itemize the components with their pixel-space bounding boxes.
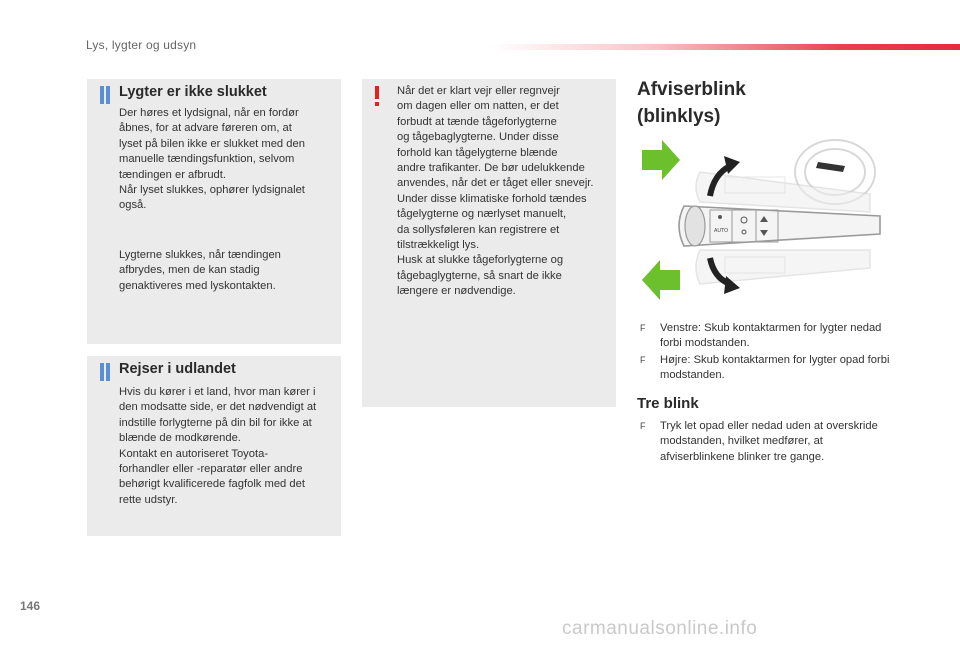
box-title-lights-not-off: Lygter er ikke slukket [119, 84, 267, 100]
three-blink-instructions [640, 419, 890, 466]
box-text-fog-lights-warning: Når det er klart vejr eller regnvejr om dagen eller om natten, er det forbudt at tænde tågeforlygterne og tågebaglygterne. Under disse forhold kan tågelygterne blænde andre trafikanter. De bør udelukkende anvendes, når det er tåget eller snevejr. Under disse klimatiske forhold tændes tågelygterne og nærlyset manuelt, da sollysføleren kan registrere et tilstrækkeligt lys. Husk at slukke tågeforlygterne og tågebaglygterne, så snart de ikke længere er nødvendige. [397, 85, 594, 298]
box-title-travel-abroad: Rejser i udlandet [119, 361, 236, 377]
list-item: F Højre: Skub kontaktarmen for lygter opad forbi modstanden. [640, 353, 890, 382]
bullet-mark: F [640, 323, 646, 333]
bullet-mark: F [640, 421, 646, 431]
stalk-up-position-icon [696, 172, 870, 212]
turn-signal-stalk-illustration [640, 132, 885, 302]
list-item: F Venstre: Skub kontaktarmen for lygter nedad forbi modstanden. [640, 322, 882, 350]
green-arrow-left-icon [642, 260, 680, 300]
info-icon [100, 86, 116, 104]
section-subtitle-three-blinks: Tre blink [637, 395, 699, 412]
green-arrow-right-icon [642, 140, 680, 180]
section-title-turn-signals: Afviserblink (blinklys) [637, 79, 746, 127]
page-number: 146 [20, 599, 41, 613]
watermark-text: carmanualsonline.info [562, 618, 758, 639]
stalk-main-icon [679, 206, 880, 246]
chapter-title: Lys, lygter og udsyn [86, 38, 197, 52]
chapter-accent-bar [490, 44, 960, 50]
stalk-tip-icon [816, 162, 845, 172]
list-item: F Tryk let opad eller nedad uden at overskride modstanden, hvilket medfører, at afviserblinkene blinker tre gange. [640, 420, 878, 463]
svg-text:AUTO: AUTO [714, 228, 729, 234]
info-icon [100, 363, 116, 381]
box-text-travel-abroad: Hvis du kører i et land, hvor man kører i den modsatte side, er det nødvendigt at indstille forlygterne på din bil for ikke at blænde de modkørende. Kontakt en autoriseret Toyota- forhandler eller -reparatør eller andre behørigt kvalificerede fagfolk med det rette udstyr. [119, 386, 317, 506]
warning-exclamation-icon [374, 86, 380, 106]
box-text-lights-off-ignition: Lygterne slukkes, når tændingen afbrydes, men de kan stadig genaktiveres med lyskontakten. [119, 249, 281, 292]
bullet-mark: F [640, 354, 646, 365]
turn-signal-instructions [640, 321, 890, 385]
box-text-lights-not-off: Der høres et lydsignal, når en fordør åbnes, for at advare føreren om, at lyset på bilen ikke er slukket med den manuelle tændingsfunktion, selvom tændingen er afbrudt. Når lyset slukkes, ophører lydsignalet også. [119, 107, 305, 212]
